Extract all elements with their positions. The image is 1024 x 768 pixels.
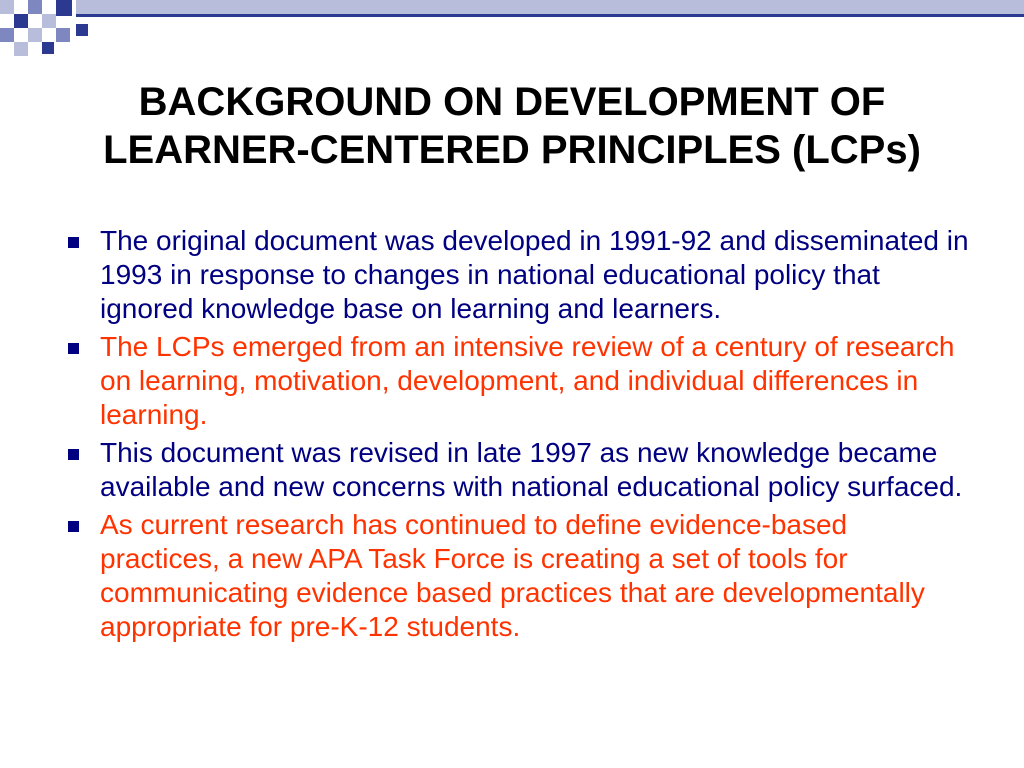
bullet-item xyxy=(62,224,972,326)
square-bullet-icon xyxy=(68,343,79,354)
square-bullet-icon xyxy=(68,521,79,532)
deco-square xyxy=(28,0,42,14)
deco-square xyxy=(14,42,28,56)
title-line: BACKGROUND ON DEVELOPMENT OF xyxy=(138,80,886,124)
deco-square xyxy=(0,28,14,42)
header-decoration xyxy=(0,0,1024,60)
bullet-item xyxy=(62,508,972,644)
deco-square xyxy=(42,42,54,54)
square-bullet-icon xyxy=(68,237,79,248)
bullet-text: The original document was developed in 1991-92 and disseminated in 1993 in response to changes in national educational policy that ignored knowledge base on learning and learners. xyxy=(100,225,969,324)
bullet-item xyxy=(62,330,972,432)
bullet-text: This document was revised in late 1997 as new knowledge became available and new concerns with national educational policy surfaced. xyxy=(100,437,963,502)
deco-bar xyxy=(76,14,1024,17)
slide-title xyxy=(0,78,1024,174)
title-line: LEARNER-CENTERED PRINCIPLES (LCPs) xyxy=(103,128,921,172)
bullet-text: The LCPs emerged from an intensive review of a century of research on learning, motivation, development, and individual differences in learning. xyxy=(100,331,955,430)
deco-square xyxy=(0,0,14,14)
deco-square xyxy=(56,28,70,42)
bullet-list xyxy=(62,224,972,648)
deco-square xyxy=(56,0,72,16)
deco-bar xyxy=(76,0,1024,14)
bullet-text: As current research has continued to define evidence-based practices, a new APA Task Force is creating a set of tools for communicating evidence based practices that are developmentally appropriate for pre-K-12 students. xyxy=(100,509,925,642)
bullet-item xyxy=(62,436,972,504)
deco-square xyxy=(76,24,88,36)
deco-square xyxy=(28,28,42,42)
deco-square xyxy=(14,14,28,28)
deco-square xyxy=(42,14,56,28)
square-bullet-icon xyxy=(68,449,79,460)
